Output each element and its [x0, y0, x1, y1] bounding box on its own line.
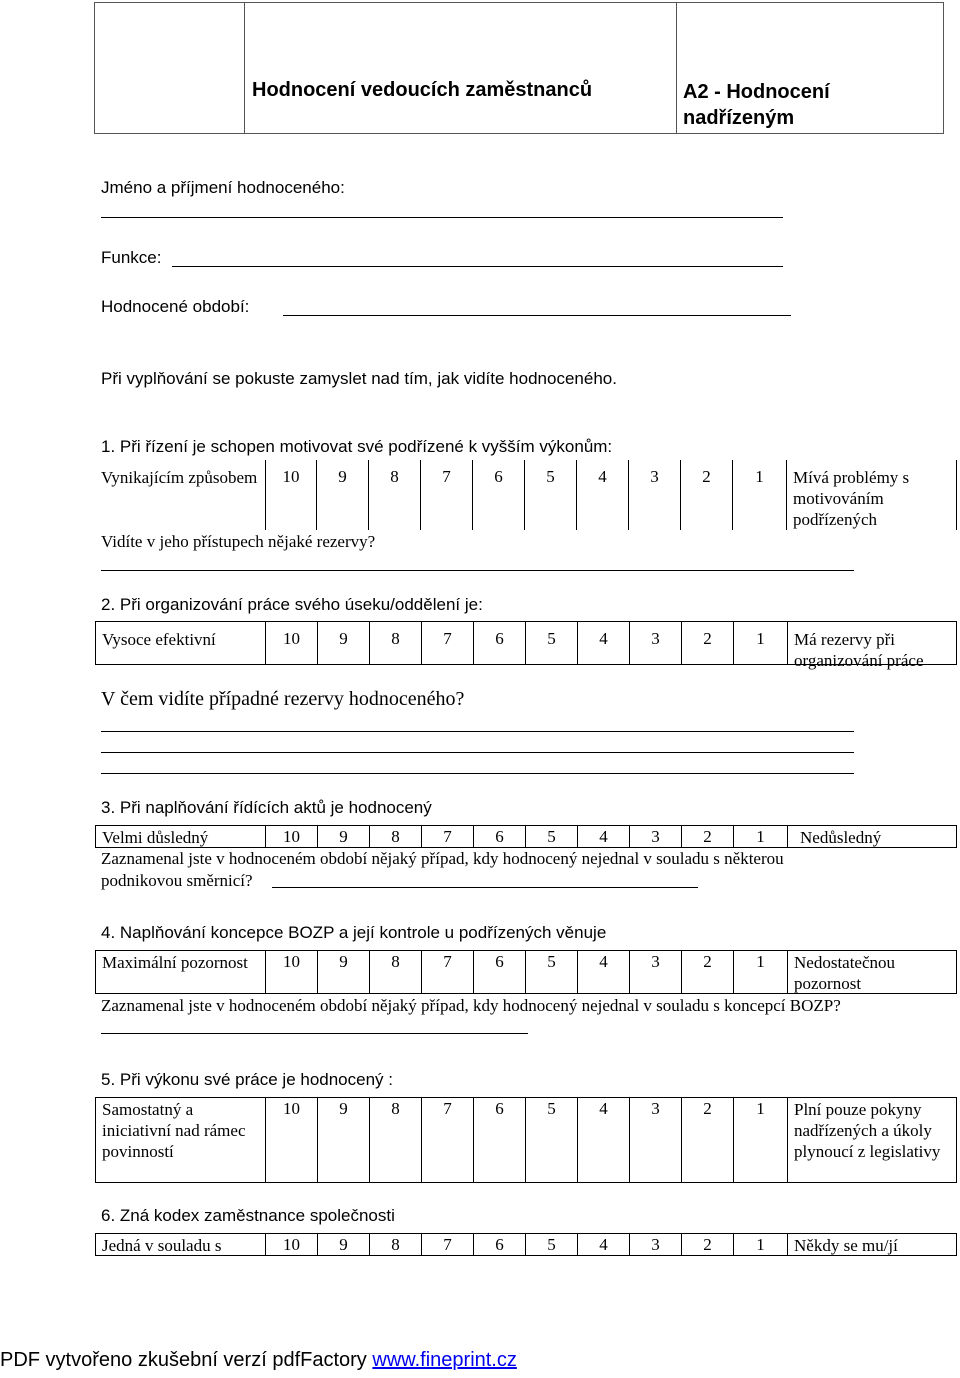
q2-score-5[interactable]: 5 [526, 622, 578, 664]
name-input-line[interactable] [101, 217, 783, 218]
question-6-rating-table [95, 1233, 957, 1256]
q2-score-2[interactable]: 2 [682, 622, 734, 664]
q1-score-8[interactable]: 8 [369, 460, 421, 530]
q4-score-5[interactable]: 5 [526, 951, 578, 993]
question-1-prompt: Vidíte v jeho přístupech nějaké rezervy? [101, 532, 376, 551]
function-label: Funkce: [101, 248, 162, 267]
q4-score-3[interactable]: 3 [630, 951, 682, 993]
form-title: Hodnocení vedoucích zaměstnanců [252, 79, 593, 101]
q4-score-10[interactable]: 10 [266, 951, 318, 993]
q3-score-5[interactable]: 5 [526, 826, 578, 847]
q6-score-8[interactable]: 8 [370, 1234, 422, 1255]
question-2-answer-line-2[interactable] [101, 752, 854, 753]
q3-score-6[interactable]: 6 [474, 826, 526, 847]
q6-score-3[interactable]: 3 [630, 1234, 682, 1255]
question-4-left-label: Maximální pozornost [96, 951, 266, 993]
q3-score-2[interactable]: 2 [682, 826, 734, 847]
function-input-line[interactable] [172, 266, 783, 267]
form-header [94, 2, 944, 134]
q5-score-2[interactable]: 2 [682, 1098, 734, 1182]
q3-score-10[interactable]: 10 [266, 826, 318, 847]
q5-score-1[interactable]: 1 [734, 1098, 788, 1182]
question-2-right-label: Má rezervy při organizování práce [794, 630, 924, 670]
q2-score-6[interactable]: 6 [474, 622, 526, 664]
q1-score-3[interactable]: 3 [629, 460, 681, 530]
question-5-rating-table [95, 1097, 957, 1183]
q1-score-5[interactable]: 5 [525, 460, 577, 530]
q5-score-3[interactable]: 3 [630, 1098, 682, 1182]
q6-score-6[interactable]: 6 [474, 1234, 526, 1255]
question-6-heading: 6. Zná kodex zaměstnance společnosti [101, 1206, 395, 1225]
q5-score-6[interactable]: 6 [474, 1098, 526, 1182]
q1-score-1[interactable]: 1 [733, 460, 787, 530]
question-3-prompt: Zaznamenal jste v hodnoceném období nějaký případ, kdy hodnocený nejednal v souladu s některou podnikovou směrnicí? [101, 849, 784, 890]
q2-score-9[interactable]: 9 [318, 622, 370, 664]
q4-score-6[interactable]: 6 [474, 951, 526, 993]
q3-score-1[interactable]: 1 [734, 826, 788, 847]
question-2-answer-line-1[interactable] [101, 731, 854, 732]
question-1-rating-table [95, 460, 957, 530]
q2-score-8[interactable]: 8 [370, 622, 422, 664]
q1-score-6[interactable]: 6 [473, 460, 525, 530]
q6-score-1[interactable]: 1 [734, 1234, 788, 1255]
q6-score-5[interactable]: 5 [526, 1234, 578, 1255]
instruction-text: Při vyplňování se pokuste zamyslet nad tím, jak vidíte hodnoceného. [101, 369, 617, 388]
q3-score-8[interactable]: 8 [370, 826, 422, 847]
q2-score-3[interactable]: 3 [630, 622, 682, 664]
q3-score-7[interactable]: 7 [422, 826, 474, 847]
question-2-heading: 2. Při organizování práce svého úseku/oddělení je: [101, 595, 483, 614]
q1-score-4[interactable]: 4 [577, 460, 629, 530]
q1-score-2[interactable]: 2 [681, 460, 733, 530]
question-3-heading: 3. Při naplňování řídících aktů je hodnocený [101, 798, 432, 817]
q4-score-9[interactable]: 9 [318, 951, 370, 993]
q6-score-9[interactable]: 9 [318, 1234, 370, 1255]
q3-score-3[interactable]: 3 [630, 826, 682, 847]
question-4-rating-table [95, 950, 957, 994]
q5-score-9[interactable]: 9 [318, 1098, 370, 1182]
footer-link[interactable]: www.fineprint.cz [372, 1349, 517, 1371]
q2-score-1[interactable]: 1 [734, 622, 788, 664]
form-code: A2 - Hodnocení nadřízeným [683, 81, 830, 129]
q1-score-7[interactable]: 7 [421, 460, 473, 530]
question-3-right-label: Nedůsledný [800, 828, 882, 847]
header-title-cell [245, 3, 677, 133]
question-4-prompt: Zaznamenal jste v hodnoceném období nějaký případ, kdy hodnocený nejednal v souladu s koncepcí BOZP? [101, 996, 841, 1015]
question-6-left-label: Jedná v souladu s [96, 1234, 266, 1255]
question-1-heading: 1. Při řízení je schopen motivovat své podřízené k vyšším výkonům: [101, 437, 613, 456]
q4-score-7[interactable]: 7 [422, 951, 474, 993]
period-label: Hodnocené období: [101, 297, 250, 316]
period-input-line[interactable] [283, 315, 791, 316]
question-2-answer-line-3[interactable] [101, 773, 854, 774]
question-6-right-label: Někdy se mu/jí [794, 1236, 898, 1255]
question-3-answer-line[interactable] [272, 887, 698, 888]
question-5-right-label: Plní pouze pokyny nadřízených a úkoly plynoucí z legislativy [794, 1100, 941, 1161]
q2-score-4[interactable]: 4 [578, 622, 630, 664]
question-3-left-label: Velmi důsledný [96, 826, 266, 847]
question-4-right-label: Nedostatečnou pozornost [794, 953, 896, 993]
q2-score-10[interactable]: 10 [266, 622, 318, 664]
q3-score-9[interactable]: 9 [318, 826, 370, 847]
question-2-left-label: Vysoce efektivní [96, 622, 266, 664]
q1-score-10[interactable]: 10 [265, 460, 317, 530]
q6-score-10[interactable]: 10 [266, 1234, 318, 1255]
q5-score-8[interactable]: 8 [370, 1098, 422, 1182]
question-5-left-label: Samostatný a iniciativní nad rámec povinností [96, 1098, 266, 1182]
q4-score-1[interactable]: 1 [734, 951, 788, 993]
q6-score-2[interactable]: 2 [682, 1234, 734, 1255]
q6-score-4[interactable]: 4 [578, 1234, 630, 1255]
question-4-heading: 4. Naplňování koncepce BOZP a její kontrole u podřízených věnuje [101, 923, 607, 942]
question-4-answer-line[interactable] [101, 1033, 528, 1034]
q3-score-4[interactable]: 4 [578, 826, 630, 847]
question-2-rating-table [95, 621, 957, 670]
question-3-rating-table [95, 825, 957, 848]
question-1-answer-line[interactable] [101, 570, 854, 571]
q4-score-2[interactable]: 2 [682, 951, 734, 993]
name-label: Jméno a příjmení hodnoceného: [101, 178, 345, 197]
q5-score-7[interactable]: 7 [422, 1098, 474, 1182]
q5-score-10[interactable]: 10 [266, 1098, 318, 1182]
q4-score-4[interactable]: 4 [578, 951, 630, 993]
footer-text: PDF vytvořeno zkušební verzí pdfFactory [0, 1349, 373, 1371]
q6-score-7[interactable]: 7 [422, 1234, 474, 1255]
question-2-prompt: V čem vidíte případné rezervy hodnoceného? [101, 688, 465, 710]
q5-score-4[interactable]: 4 [578, 1098, 630, 1182]
q4-score-8[interactable]: 8 [370, 951, 422, 993]
q1-score-9[interactable]: 9 [317, 460, 369, 530]
question-1-left-label: Vynikajícím způsobem [101, 468, 258, 487]
q2-score-7[interactable]: 7 [422, 622, 474, 664]
q5-score-5[interactable]: 5 [526, 1098, 578, 1182]
pdf-footer [0, 1349, 517, 1372]
header-empty-cell [95, 3, 245, 133]
question-1-right-label: Mívá problémy s motivováním podřízených [793, 468, 910, 529]
question-5-heading: 5. Při výkonu své práce je hodnocený : [101, 1070, 393, 1089]
